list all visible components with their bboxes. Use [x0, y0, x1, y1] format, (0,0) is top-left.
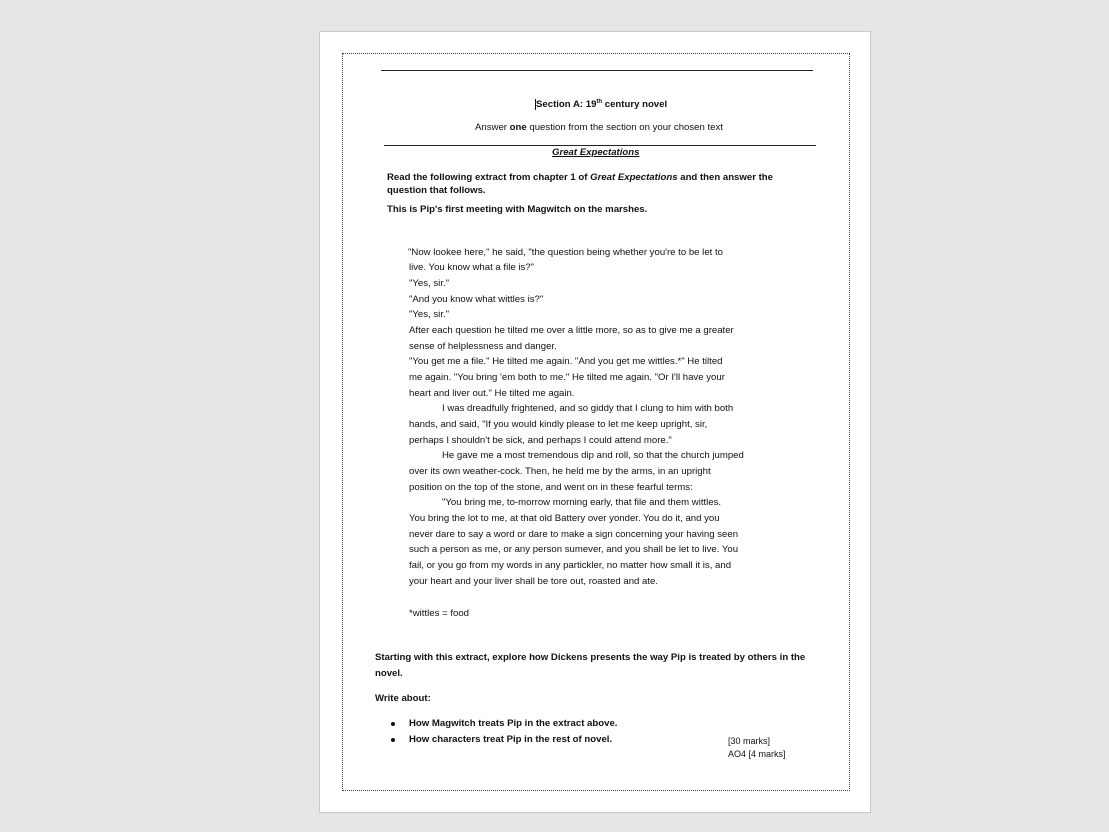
question-line2: novel. [375, 668, 403, 679]
instruction-prefix: Answer [475, 122, 510, 133]
section-rule [384, 145, 816, 146]
extract-line: "Yes, sir." [409, 278, 450, 289]
section-title-sup: th [596, 99, 603, 105]
read-line1-suffix: and then answer the [677, 172, 773, 183]
extract-line: live. You know what a file is?" [409, 262, 534, 273]
extract-line: "And you know what wittles is?" [409, 294, 544, 305]
extract-context: This is Pip's first meeting with Magwitch on the marshes. [387, 204, 648, 215]
extract-line: never dare to say a word or dare to make a sign concerning your having seen [409, 529, 739, 540]
extract-line: hands, and said, "If you would kindly please to let me keep upright, sir, [409, 419, 708, 430]
extract-line: "Yes, sir." [409, 309, 450, 320]
bullet-dot [391, 738, 395, 742]
extract-line: such a person as me, or any person sumever, and you shall be let to live. You [409, 544, 739, 555]
bullet-item: How characters treat Pip in the rest of novel. [409, 734, 613, 745]
write-about-label: Write about: [375, 693, 431, 704]
extract-line: your heart and your liver shall be tore out, roasted and ate. [409, 576, 659, 587]
extract-line: perhaps I shouldn't be sick, and perhaps I could attend more." [409, 435, 672, 446]
read-instruction-line1 [387, 172, 773, 184]
top-rule [381, 70, 813, 71]
document-page [319, 31, 871, 813]
extract-line: fail, or you go from my words in any partickler, no matter how small it is, and [409, 560, 732, 571]
extract-line: "Now lookee here," he said, "the question being whether you're to be let to [408, 247, 723, 258]
read-instruction-line2: question that follows. [387, 185, 486, 196]
bullet-item: How Magwitch treats Pip in the extract above. [409, 718, 618, 729]
question-line1: Starting with this extract, explore how Dickens presents the way Pip is treated by others in the [375, 652, 806, 663]
extract-line: me again. "You bring 'em both to me." He tilted me again. "Or I'll have your [409, 372, 725, 383]
section-title-end: century novel [602, 99, 668, 110]
read-line1-prefix: Read the following extract from chapter 1 of [387, 172, 591, 183]
instruction-suffix: question from the section on your chosen text [526, 122, 723, 133]
ao4-marks-label: AO4 [4 marks] [728, 749, 786, 759]
extract-line: After each question he tilted me over a little more, so as to give me a greater [409, 325, 734, 336]
instruction-line [475, 122, 723, 134]
instruction-bold: one [509, 122, 527, 133]
extract-line: heart and liver out." He tilted me again. [409, 388, 575, 399]
extract-line: sense of helplessness and danger. [409, 341, 557, 352]
extract-line: over its own weather-cock. Then, he held me by the arms, in an upright [409, 466, 711, 477]
extract-line: I was dreadfully frightened, and so giddy that I clung to him with both [442, 403, 734, 414]
extract-line: You bring the lot to me, at that old Battery over yonder. You do it, and you [409, 513, 720, 524]
section-title [536, 99, 667, 111]
read-line1-italic: Great Expectations [590, 172, 678, 183]
marks-label: [30 marks] [728, 736, 771, 746]
footnote: *wittles = food [409, 608, 469, 619]
extract-line: He gave me a most tremendous dip and roll, so that the church jumped [442, 450, 744, 461]
extract-line: position on the top of the stone, and went on in these fearful terms: [409, 482, 693, 493]
bullet-dot [391, 722, 395, 726]
book-title: Great Expectations [552, 147, 640, 158]
extract-line: "You get me a file." He tilted me again. "And you get me wittles.*" He tilted [409, 356, 723, 367]
extract-line: "You bring me, to-morrow morning early, that file and them wittles. [442, 497, 722, 508]
section-title-main: Section A: 19 [536, 99, 597, 110]
